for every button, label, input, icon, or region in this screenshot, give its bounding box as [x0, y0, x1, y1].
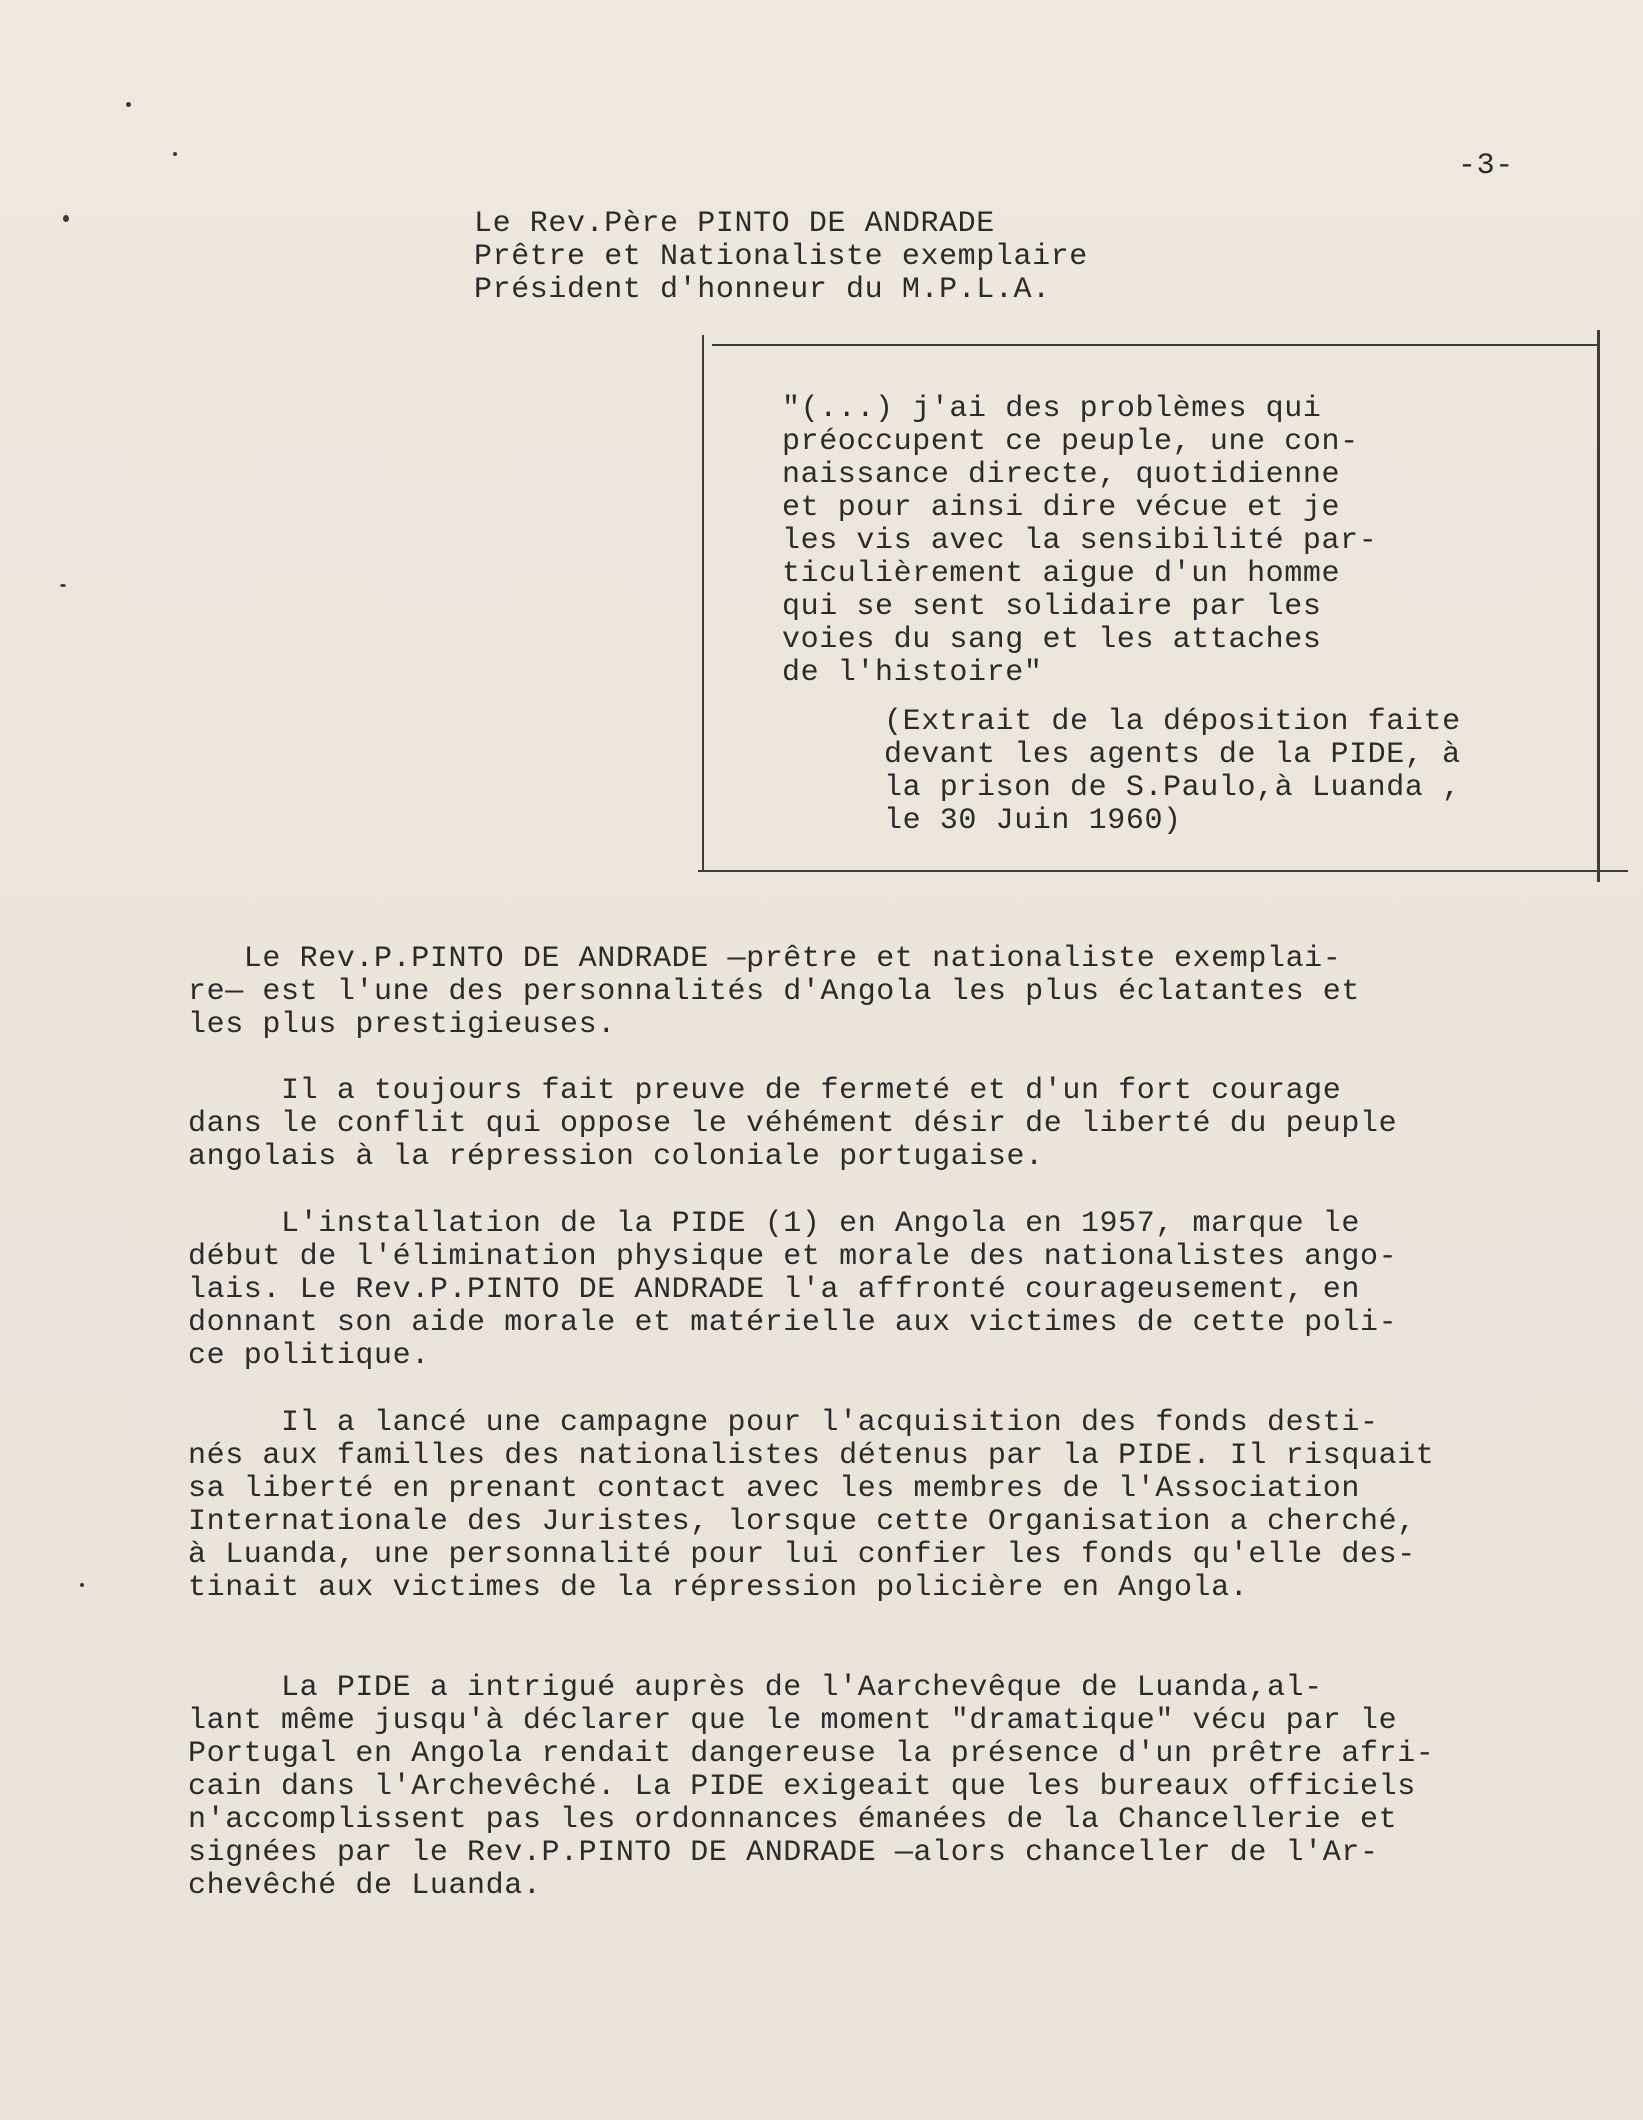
- paragraph-line: cain dans l'Archevêché. La PIDE exigeait que les bureaux officiels: [188, 1770, 1416, 1804]
- source-line: le 30 Juin 1960): [884, 804, 1182, 838]
- source-line: devant les agents de la PIDE, à: [884, 738, 1461, 772]
- quote-line: ticulièrement aigue d'un homme: [782, 557, 1341, 591]
- quote-line: voies du sang et les attaches: [782, 623, 1322, 657]
- body-paragraph: [188, 1075, 1397, 1174]
- quote-line: "(...) j'ai des problèmes qui: [782, 392, 1322, 426]
- paragraph-line: à Luanda, une personnalité pour lui confier les fonds qu'elle des-: [188, 1538, 1416, 1572]
- paragraph-line: Internationale des Juristes, lorsque cette Organisation a cherché,: [188, 1505, 1416, 1539]
- paragraph-line: lant même jusqu'à déclarer que le moment "dramatique" vécu par le: [188, 1704, 1398, 1738]
- body-paragraph: [188, 1672, 1434, 1903]
- ink-speck: [126, 102, 131, 107]
- paragraph-line: lais. Le Rev.P.PINTO DE ANDRADE l'a affronté courageusement, en: [188, 1273, 1360, 1307]
- paragraph-line: donnant son aide morale et matérielle aux victimes de cette poli-: [188, 1306, 1398, 1340]
- quote-box-bottom-rule: [698, 870, 1628, 872]
- source-line: (Extrait de la déposition faite: [884, 705, 1461, 739]
- paragraph-line: début de l'élimination physique et morale des nationalistes ango-: [188, 1240, 1398, 1274]
- quote-line: naissance directe, quotidienne: [782, 458, 1341, 492]
- quote-source: [884, 706, 1461, 838]
- ink-speck: [80, 1583, 84, 1587]
- quote-box-left-rule: [702, 335, 704, 872]
- paragraph-line: Il a lancé une campagne pour l'acquisition des fonds desti-: [188, 1406, 1379, 1440]
- paragraph-line: chevêché de Luanda.: [188, 1869, 542, 1903]
- quote-line: les vis avec la sensibilité par-: [782, 524, 1378, 558]
- page-number: -3-: [1458, 149, 1514, 183]
- quote-line: préoccupent ce peuple, une con-: [782, 425, 1359, 459]
- paragraph-line: Il a toujours fait preuve de fermeté et d'un fort courage: [188, 1074, 1342, 1108]
- paragraph-line: les plus prestigieuses.: [188, 1008, 616, 1042]
- paragraph-line: nés aux familles des nationalistes détenus par la PIDE. Il risquait: [188, 1439, 1435, 1473]
- ink-speck: [60, 584, 66, 587]
- paragraph-line: Portugal en Angola rendait dangereuse la présence d'un prêtre afri-: [188, 1737, 1435, 1771]
- quote-box-top-rule: [712, 344, 1600, 346]
- header-line: Prêtre et Nationaliste exemplaire: [474, 240, 1088, 274]
- paragraph-line: n'accomplissent pas les ordonnances émanées de la Chancellerie et: [188, 1803, 1398, 1837]
- paragraph-line: angolais à la répression coloniale portugaise.: [188, 1140, 1044, 1174]
- quote-text: [782, 393, 1377, 690]
- header-line: Président d'honneur du M.P.L.A.: [474, 273, 1051, 307]
- body-paragraph: [188, 1407, 1434, 1605]
- body-paragraph: [188, 1208, 1397, 1373]
- paragraph-line: tinait aux victimes de la répression policière en Angola.: [188, 1571, 1249, 1605]
- paragraph-line: dans le conflit qui oppose le véhément désir de liberté du peuple: [188, 1107, 1398, 1141]
- ink-speck: [173, 152, 177, 156]
- paragraph-line: L'installation de la PIDE (1) en Angola en 1957, marque le: [188, 1207, 1360, 1241]
- quote-line: qui se sent solidaire par les: [782, 590, 1322, 624]
- paragraph-line: signées par le Rev.P.PINTO DE ANDRADE —alors chanceller de l'Ar-: [188, 1836, 1379, 1870]
- source-line: la prison de S.Paulo,à Luanda ,: [884, 771, 1461, 805]
- paragraph-line: La PIDE a intrigué auprès de l'Aarchevêque de Luanda,al-: [188, 1671, 1323, 1705]
- paragraph-line: Le Rev.P.PINTO DE ANDRADE —prêtre et nationaliste exemplai-: [188, 942, 1342, 976]
- ink-speck: [63, 215, 69, 222]
- quote-line: et pour ainsi dire vécue et je: [782, 491, 1341, 525]
- header-block: [474, 208, 1088, 307]
- paragraph-line: re— est l'une des personnalités d'Angola les plus éclatantes et: [188, 975, 1360, 1009]
- quote-box-right-rule: [1597, 330, 1600, 882]
- paragraph-line: ce politique.: [188, 1339, 430, 1373]
- header-line: Le Rev.Père PINTO DE ANDRADE: [474, 207, 995, 241]
- paragraph-line: sa liberté en prenant contact avec les membres de l'Association: [188, 1472, 1360, 1506]
- quote-line: de l'histoire": [782, 656, 1043, 690]
- body-paragraph: [188, 943, 1360, 1042]
